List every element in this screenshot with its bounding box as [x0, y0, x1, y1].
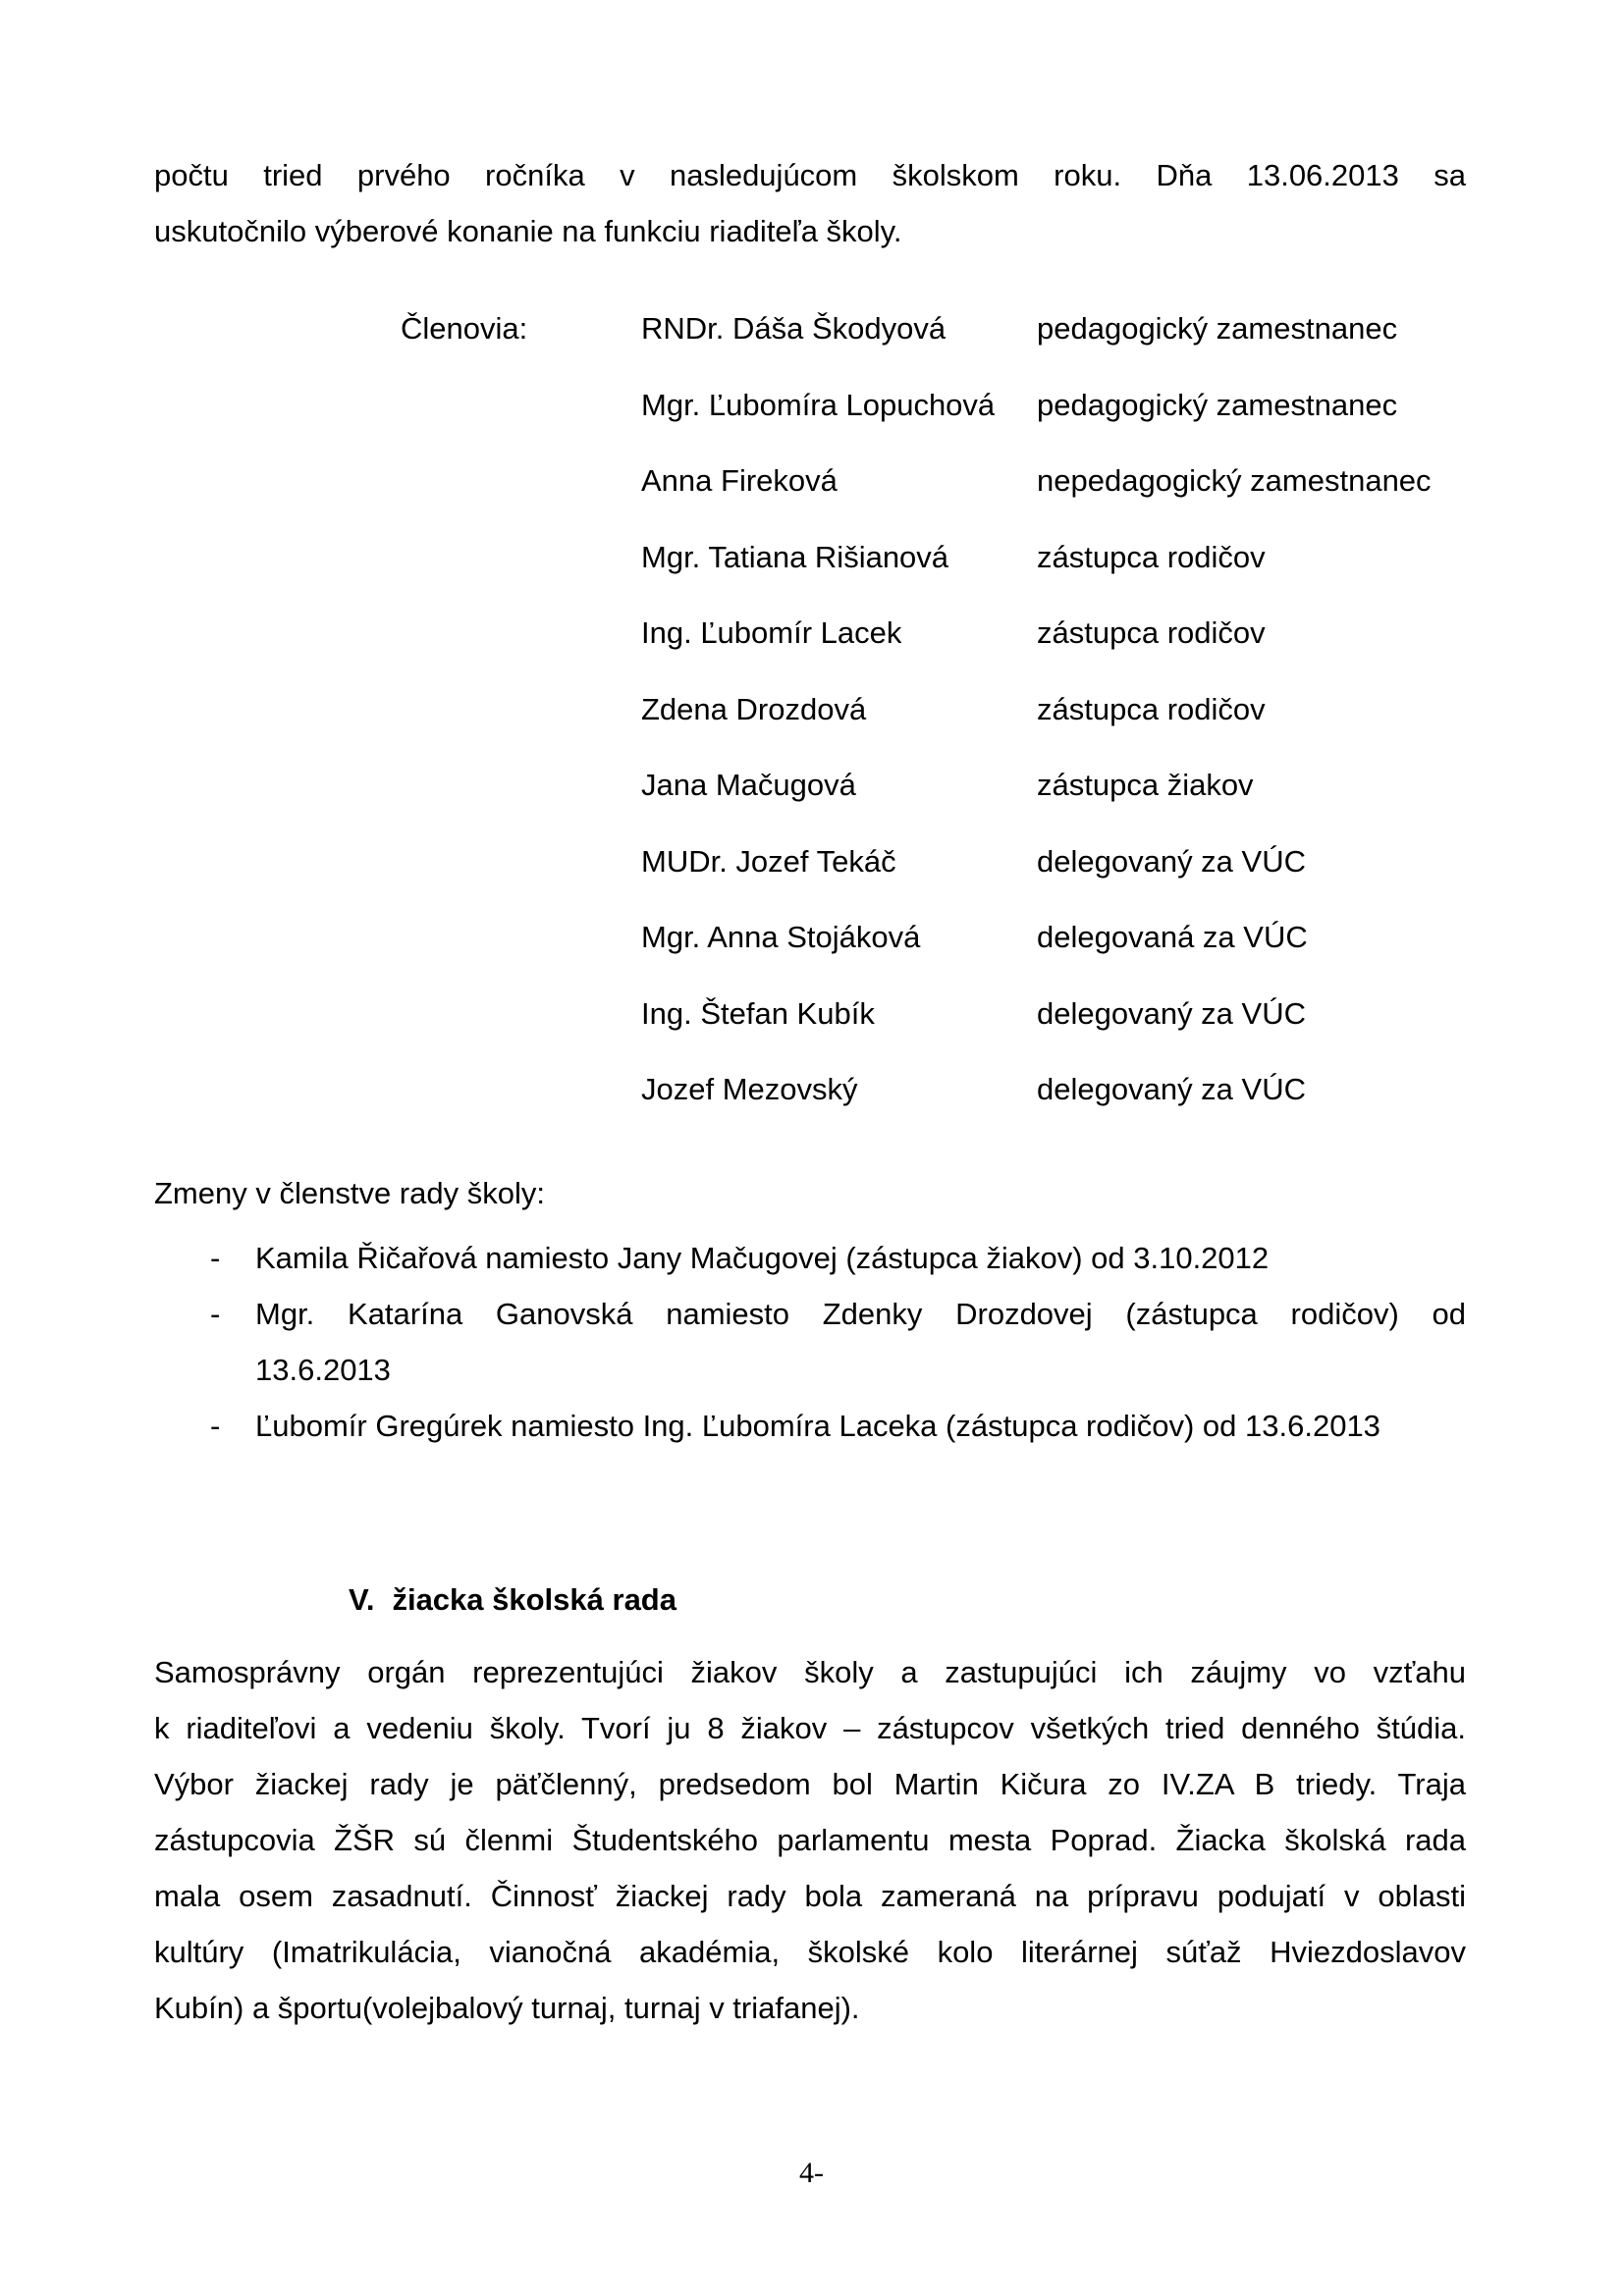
change-item: [154, 1230, 1466, 1286]
member-row: [0, 918, 1623, 994]
change-item-line: Kamila Řičařová namiesto Jany Mačugovej (zástupca žiakov) od 3.10.2012: [255, 1241, 1270, 1275]
paragraph-line: kultúry (Imatrikulácia, vianočná akadémia, školské kolo literárnej súťaž Hviezdoslavov: [154, 1935, 1466, 1969]
paragraph-line: mala osem zasadnutí. Činnosť žiackej rady bola zameraná na prípravu podujatí v oblasti: [154, 1879, 1466, 1913]
member-name: Mgr. Anna Stojáková: [641, 920, 921, 954]
member-name: Jozef Mezovský: [641, 1072, 858, 1106]
bullet-dash: -: [210, 1241, 221, 1275]
member-name: RNDr. Dáša Škodyová: [641, 311, 947, 346]
intro-paragraph: [154, 147, 1466, 259]
bullet-dash: -: [210, 1409, 221, 1443]
member-role: zástupca rodičov: [1037, 691, 1266, 726]
bullet-dash: -: [210, 1297, 221, 1331]
paragraph-line: k riaditeľovi a vedeniu školy. Tvorí ju 8 žiakov – zástupcov všetkých tried denného štúdia.: [154, 1711, 1466, 1745]
paragraph-line: Samosprávny orgán reprezentujúci žiakov školy a zastupujúci ich záujmy vo vzťahu: [154, 1655, 1466, 1689]
paragraph-line: počtu tried prvého ročníka v nasledujúcom školskom roku. Dňa 13.06.2013 sa: [154, 158, 1466, 192]
page-number: 4-: [799, 2157, 824, 2189]
change-item-line: Ľubomír Gregúrek namiesto Ing. Ľubomíra Laceka (zástupca rodičov) od 13.6.2013: [255, 1409, 1380, 1443]
member-name: MUDr. Jozef Tekáč: [641, 843, 896, 879]
change-item-line: 13.6.2013: [255, 1353, 391, 1387]
paragraph-line: uskutočnilo výberové konanie na funkciu riaditeľa školy.: [154, 214, 902, 248]
member-name: Jana Mačugová: [641, 768, 856, 802]
member-name: Anna Fireková: [641, 463, 838, 498]
member-name: Mgr. Tatiana Rišianová: [641, 539, 949, 574]
members-label: Členovia:: [401, 311, 528, 346]
member-role: pedagogický zamestnanec: [1037, 311, 1398, 346]
paragraph-line: zástupcovia ŽŠR sú členmi Študentského parlamentu mesta Poprad. Žiacka školská rada: [154, 1823, 1466, 1857]
member-role: delegovaný za VÚC: [1037, 1072, 1306, 1106]
member-name: Zdena Drozdová: [641, 691, 867, 726]
member-role: delegovaný za VÚC: [1037, 995, 1306, 1031]
paragraph-line: Výbor žiackej rady je päťčlenný, predsedom bol Martin Kičura zo IV.ZA B triedy. Traja: [154, 1767, 1466, 1801]
member-row: [0, 690, 1623, 767]
section-title: žiacka školská rada: [392, 1582, 676, 1617]
changes-list: [154, 1230, 1466, 1454]
member-name: Mgr. Ľubomíra Lopuchová: [641, 387, 996, 422]
member-role: zástupca žiakov: [1037, 768, 1254, 802]
member-role: nepedagogický zamestnanec: [1037, 463, 1432, 498]
member-row: [0, 1070, 1623, 1147]
member-role: pedagogický zamestnanec: [1037, 387, 1398, 422]
changes-heading: Zmeny v členstve rady školy:: [154, 1176, 545, 1210]
member-row: [0, 309, 1623, 386]
member-name: Ing. Ľubomír Lacek: [641, 615, 902, 650]
member-row: [0, 842, 1623, 919]
member-name: Ing. Štefan Kubík: [641, 995, 875, 1031]
body-paragraph: [154, 1644, 1466, 2036]
section-number: V.: [349, 1582, 375, 1617]
member-row: [0, 461, 1623, 538]
member-role: delegovaná za VÚC: [1037, 920, 1308, 954]
member-row: [0, 386, 1623, 462]
section-heading: [349, 1580, 676, 1620]
member-row: [0, 766, 1623, 842]
member-role: zástupca rodičov: [1037, 615, 1266, 650]
member-row: [0, 538, 1623, 614]
member-role: zástupca rodičov: [1037, 539, 1266, 574]
change-item: [154, 1398, 1466, 1454]
member-row: [0, 994, 1623, 1071]
member-row: [0, 614, 1623, 690]
change-item-line: Mgr. Katarína Ganovská namiesto Zdenky Drozdovej (zástupca rodičov) od: [255, 1297, 1466, 1331]
paragraph-line: Kubín) a športu(volejbalový turnaj, turnaj v triafanej).: [154, 1991, 860, 2025]
change-item: [154, 1286, 1466, 1398]
members-list: [0, 309, 1623, 1147]
member-role: delegovaný za VÚC: [1037, 843, 1306, 879]
